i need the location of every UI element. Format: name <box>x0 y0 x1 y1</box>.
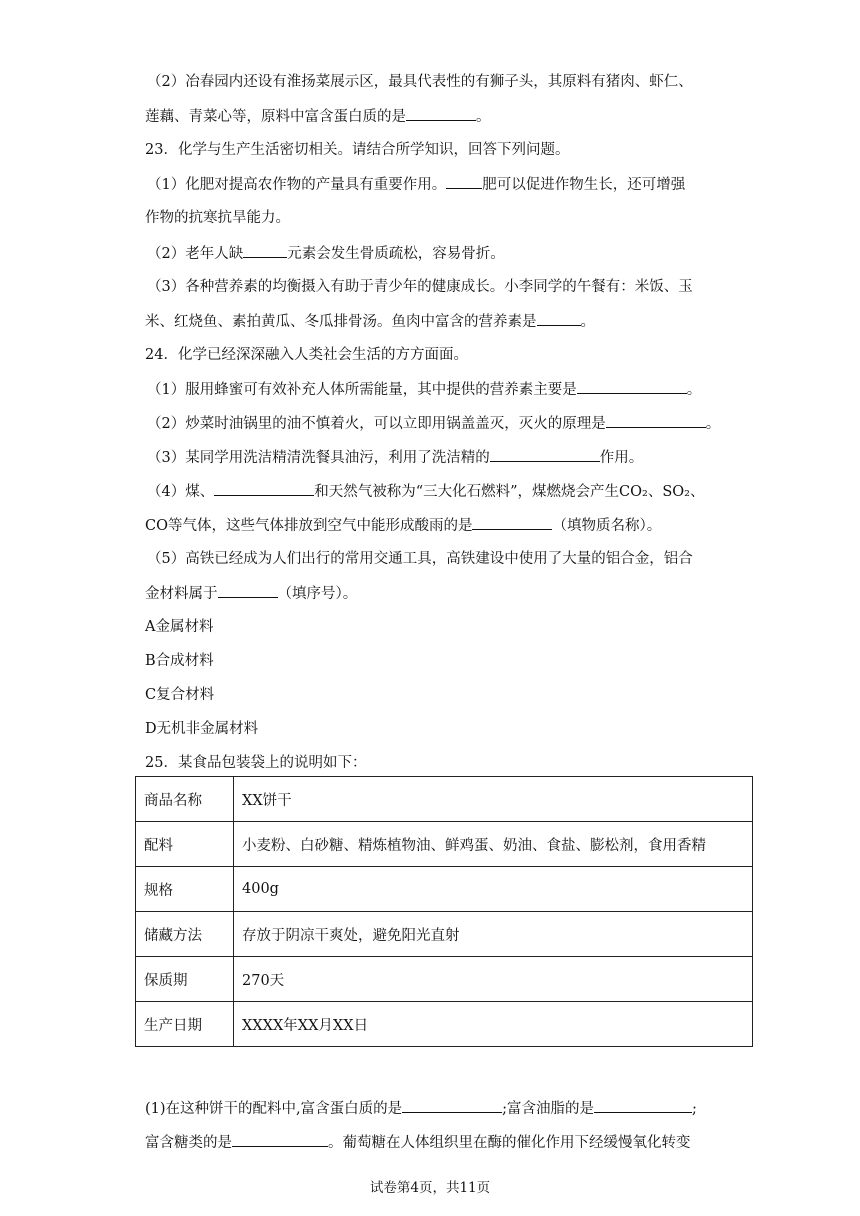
table-key-cell: 配料 <box>136 822 234 867</box>
text-line <box>145 345 720 365</box>
text-segment: B合成材料 <box>145 653 214 669</box>
text-segment: （3）某同学用洗洁精清洗餐具油污，利用了洗洁精的 <box>147 450 490 466</box>
answer-blank[interactable] <box>537 311 581 326</box>
text-segment: 。 <box>686 382 702 398</box>
table-value-cell: 存放于阴凉干爽处，避免阳光直射 <box>234 912 753 957</box>
text-segment: （4）煤、 <box>147 484 215 500</box>
text-segment: CO等气体，这些气体排放到空气中能形成酸雨的是 <box>145 518 473 534</box>
text-segment: A金属材料 <box>145 619 214 635</box>
answer-blank[interactable] <box>218 583 278 598</box>
text-segment: 米、红烧鱼、素拍黄瓜、冬瓜排骨汤。鱼肉中富含的营养素是 <box>145 314 537 330</box>
text-line <box>145 1098 720 1119</box>
text-segment: C复合材料 <box>145 687 215 703</box>
page-footer: 试卷第4页，共11页 <box>369 1180 491 1196</box>
text-line <box>147 447 720 468</box>
text-line <box>145 208 720 228</box>
text-line <box>145 311 720 332</box>
table-key-cell: 规格 <box>136 867 234 912</box>
text-segment: D无机非金属材料 <box>145 721 259 737</box>
text-line <box>145 685 720 705</box>
table-key-cell: 储藏方法 <box>136 912 234 957</box>
text-segment: ;富含油脂的是 <box>502 1101 595 1117</box>
table-value-cell: XXXX年XX月XX日 <box>234 1002 753 1047</box>
answer-blank[interactable] <box>594 1098 692 1113</box>
text-line <box>147 72 720 92</box>
table-value-cell: XX饼干 <box>234 777 753 822</box>
text-segment: 和天然气被称为“三大化石燃料”，煤燃烧会产生CO₂、SO₂、 <box>314 484 705 500</box>
text-segment: 。 <box>580 314 595 330</box>
table-value-cell: 400g <box>234 867 753 912</box>
text-line <box>145 753 720 773</box>
answer-blank[interactable] <box>406 106 476 121</box>
text-segment: 23．化学与生产生活密切相关。请结合所学知识，回答下列问题。 <box>145 142 570 158</box>
answer-blank[interactable] <box>472 515 552 530</box>
text-line <box>147 174 720 195</box>
answer-blank[interactable] <box>402 1098 502 1113</box>
text-segment: 金材料属于 <box>145 586 218 602</box>
table-row <box>136 867 753 912</box>
text-segment: 。 <box>476 109 491 125</box>
text-segment: 富含糖类的是 <box>145 1135 232 1151</box>
text-segment: 元素会发生骨质疏松，容易骨折。 <box>287 246 505 262</box>
text-segment: （2）老年人缺 <box>147 246 244 262</box>
text-line <box>145 140 720 160</box>
text-line <box>145 106 720 127</box>
answer-blank[interactable] <box>214 481 314 496</box>
text-segment: 24．化学已经深深融入人类社会生活的方方面面。 <box>145 347 468 363</box>
text-line <box>147 549 720 569</box>
text-segment: （填序号）。 <box>277 586 358 602</box>
table-row <box>136 822 753 867</box>
table-row <box>136 777 753 822</box>
table-row <box>136 1002 753 1047</box>
text-segment: （1）服用蜂蜜可有效补充人体所需能量，其中提供的营养素主要是 <box>147 382 577 398</box>
table-value-cell: 270天 <box>234 957 753 1002</box>
answer-blank[interactable] <box>232 1132 328 1147</box>
text-segment: ; <box>692 1101 697 1117</box>
text-line <box>145 515 720 536</box>
text-line <box>145 719 720 739</box>
answer-blank[interactable] <box>577 379 687 394</box>
text-segment: 莲藕、青菜心等，原料中富含蛋白质的是 <box>145 109 406 125</box>
text-segment: 作物的抗寒抗旱能力。 <box>145 210 290 226</box>
text-segment: 肥可以促进作物生长，还可增强 <box>482 177 686 193</box>
text-line <box>147 243 720 264</box>
text-segment: 25．某食品包装袋上的说明如下： <box>145 755 367 771</box>
text-segment: （2）冶春园内还设有淮扬菜展示区，最具代表性的有狮子头，其原料有猪肉、虾仁、 <box>147 74 693 90</box>
table-key-cell: 生产日期 <box>136 1002 234 1047</box>
table-row <box>136 912 753 957</box>
text-segment: 。葡萄糖在人体组织里在酶的催化作用下经缓慢氧化转变 <box>328 1135 691 1151</box>
text-segment: （5）高铁已经成为人们出行的常用交通工具，高铁建设中使用了大量的铝合金，铝合 <box>147 551 693 567</box>
answer-blank[interactable] <box>606 413 706 428</box>
text-line <box>147 413 720 434</box>
table-row <box>136 957 753 1002</box>
table-value-cell: 小麦粉、白砂糖、精炼植物油、鲜鸡蛋、奶油、食盐、膨松剂，食用香精 <box>234 822 753 867</box>
text-segment: （1）化肥对提高农作物的产量具有重要作用。 <box>147 177 447 193</box>
text-line <box>145 617 720 637</box>
text-line <box>145 1132 720 1153</box>
text-segment: （3）各种营养素的均衡摄入有助于青少年的健康成长。小李同学的午餐有：米饭、玉 <box>147 279 693 295</box>
text-segment: （填物质名称）。 <box>552 518 662 534</box>
text-segment: （2）炒菜时油锅里的油不慎着火，可以立即用锅盖盖灭，灭火的原理是 <box>147 416 606 432</box>
text-segment: 。 <box>705 416 721 432</box>
text-line <box>145 583 720 604</box>
text-line <box>147 379 720 400</box>
text-segment: (1)在这种饼干的配料中,富含蛋白质的是 <box>145 1101 403 1117</box>
table-key-cell: 保质期 <box>136 957 234 1002</box>
text-line <box>147 481 720 502</box>
text-line <box>145 651 720 671</box>
text-segment: 作用。 <box>599 450 644 466</box>
answer-blank[interactable] <box>243 243 287 258</box>
answer-blank[interactable] <box>490 447 600 462</box>
answer-blank[interactable] <box>446 174 482 189</box>
text-line <box>147 277 720 297</box>
food-label-table <box>135 776 753 1047</box>
table-key-cell: 商品名称 <box>136 777 234 822</box>
